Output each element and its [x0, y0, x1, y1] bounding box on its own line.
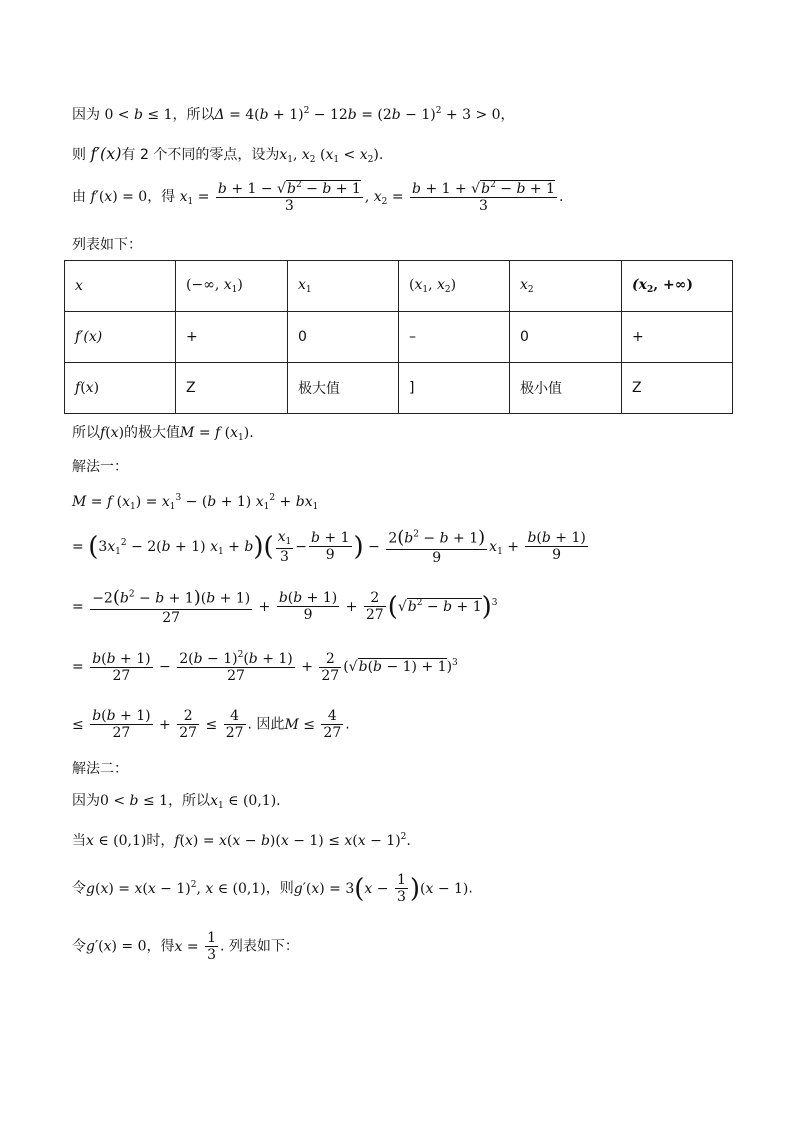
table-cell: 极小值: [510, 363, 622, 414]
monotonicity-table: [64, 260, 733, 414]
method2-title: 解法二：: [72, 761, 128, 777]
line-max-value: 所以f(x)的极大值M = f $(x_1)$.: [72, 425, 254, 443]
text: . 因此: [247, 716, 285, 733]
text: .: [276, 793, 281, 809]
text: 因为: [72, 793, 100, 809]
table-row: [65, 363, 733, 414]
m1-step4: = $\frac{b(b + 1)}{27}$ − $\frac{2(b - 1)^2(b + 1)}{27}$ + $\frac{2}{27}$ $(√b(b - 1) + 1)^3$: [72, 650, 458, 685]
table-cell: +: [176, 312, 288, 363]
m1-step5: ≤ $\frac{b(b + 1)}{27}$ + $\frac{2}{27}$ ≤ $\frac{4}{27}$ . 因此M ≤ $\frac{4}{27}$ .: [72, 708, 350, 742]
table-cell: 0: [510, 312, 622, 363]
text: 的极大值: [124, 425, 181, 441]
text: 有 2 个不同的零点，设为: [121, 147, 280, 163]
line-zeros: 则 f′(x)有 2 个不同的零点，设为$x_1$, $x_2$ $(x_1 < x_2)$.: [72, 144, 384, 165]
table-cell: x: [65, 261, 176, 312]
table-cell: Z: [622, 363, 733, 414]
table-cell: Z: [176, 363, 288, 414]
line-discriminant: 因为 0 < b ≤ 1，所以$\Delta = 4(b + 1)^2 - 12b = (2b - 1)^2 + 3 > 0$，: [72, 106, 515, 123]
text: .: [558, 189, 564, 206]
m2-line4: 令g′(x) = 0，得x = $\frac{1}{3}$ . 列表如下：: [72, 930, 299, 964]
table-cell: ($x_2$, +∞): [622, 261, 733, 312]
m2-line3: 令$g(x) = x(x - 1)^2$, x ∈ (0,1)，则g′(x) = 3(x − $\frac{1}{3}$ )(x − 1).: [72, 872, 473, 906]
table-cell: 0: [288, 312, 399, 363]
table-cell: $x_2$: [510, 261, 622, 312]
table-cell: –: [399, 312, 510, 363]
table-cell: +: [622, 312, 733, 363]
text: .: [249, 425, 254, 441]
table-intro: 列表如下：: [72, 237, 142, 253]
text: ，得: [146, 938, 175, 955]
text: ，则: [265, 880, 294, 897]
table-row: [65, 261, 733, 312]
text: 因为: [72, 107, 100, 123]
table-cell: (−∞, $x_1$): [176, 261, 288, 312]
text: .: [406, 833, 411, 849]
text: . 列表如下：: [219, 938, 299, 955]
text: 所以: [72, 425, 100, 441]
text: ，得: [147, 189, 176, 206]
text: ，所以: [168, 793, 211, 809]
text: ，: [500, 107, 515, 123]
text: 由: [72, 189, 86, 206]
m1-step2: = $(3x_1^2 - 2(b + 1) x_1 + b)$( $\frac{x_1}{3}$ − $\frac{b + 1}{9}$ ) − $\frac{2(b^2 - b + 1)}{9}$ $x_1$ + $\frac{b(b + 1)}{9}$: [72, 527, 586, 566]
text: 则: [72, 147, 86, 163]
table-cell: ]: [399, 363, 510, 414]
table-row: [65, 312, 733, 363]
line-roots: 由 f′(x) = 0，得 $x_1$ = $\frac{b + 1 - √b^2 - b + 1}{3}$ , $x_2$ = $\frac{b + 1 + √b^2 - b + 1}{3}$ .: [72, 180, 564, 215]
method1-title: 解法一：: [72, 459, 128, 475]
text: .: [345, 716, 350, 733]
table-cell: $x_1$: [288, 261, 399, 312]
text: 令: [72, 938, 86, 955]
text: .: [378, 147, 384, 163]
text: 令: [72, 880, 86, 897]
text: ，所以: [172, 107, 215, 123]
table-cell: ($x_1$, $x_2$): [399, 261, 510, 312]
table-cell: 极大值: [288, 363, 399, 414]
table-cell: f(x): [65, 363, 176, 414]
m1-step1: M = f $(x_1) = x_1^3 - (b + 1) x_1^2 + bx_1$: [72, 493, 319, 512]
text: .: [468, 880, 473, 897]
m1-step3: = $\frac{-2(b^2 - b + 1)(b + 1)}{27}$ + $\frac{b(b + 1)}{9}$ + $\frac{2}{27}$ $(√b^2 - b + 1)^3$: [72, 587, 498, 626]
table-cell: f′(x): [65, 312, 176, 363]
m2-line1: 因为0 < b ≤ 1，所以$x_1$ ∈ (0,1).: [72, 793, 281, 811]
m2-line2: 当x ∈ (0,1)时，$f(x) = x(x - b)(x - 1) \le x(x - 1)^2$.: [72, 832, 411, 849]
text: 当: [72, 833, 86, 849]
text: 时，: [146, 833, 175, 849]
